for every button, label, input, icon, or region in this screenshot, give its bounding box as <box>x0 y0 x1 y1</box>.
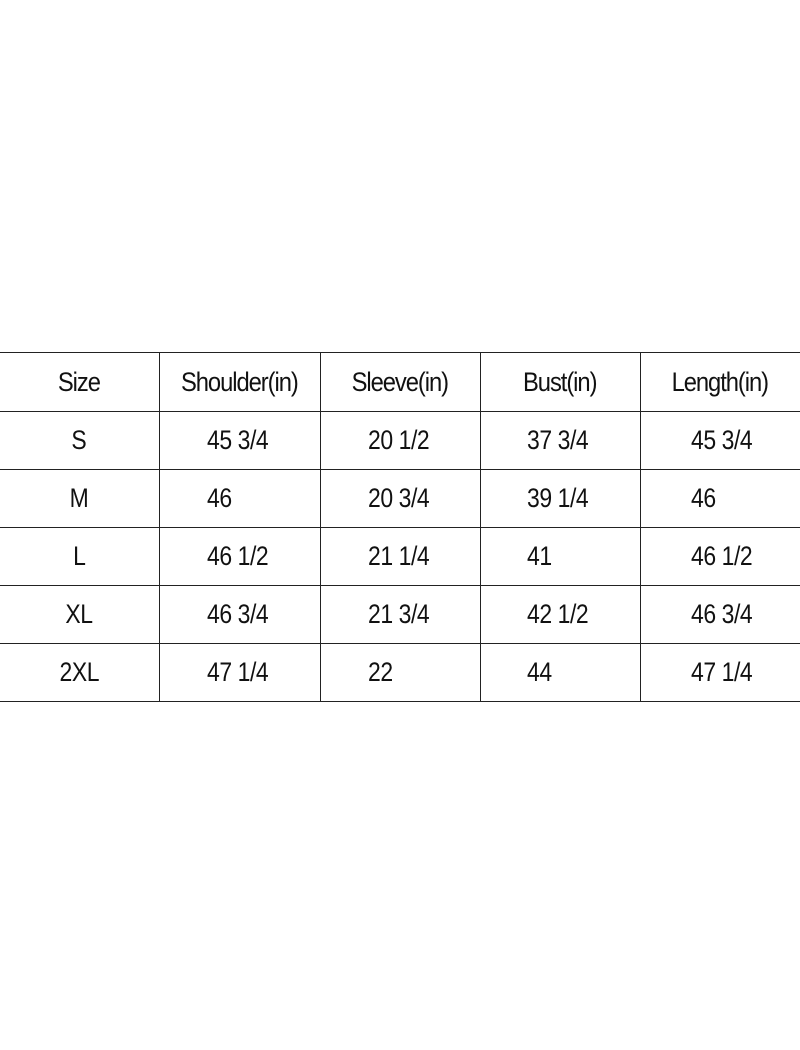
header-length-label: Length(in) <box>672 366 769 397</box>
length-cell <box>640 586 800 644</box>
length-value: 45 3/4 <box>690 425 752 455</box>
header-size-label: Size <box>58 366 101 397</box>
size-label: L <box>73 541 86 571</box>
shoulder-value: 47 1/4 <box>206 657 268 687</box>
shoulder-value: 46 1/2 <box>206 541 268 571</box>
bust-cell <box>480 644 640 702</box>
shoulder-cell <box>159 528 320 586</box>
length-cell <box>640 644 800 702</box>
size-cell <box>0 644 159 702</box>
bust-value: 39 1/4 <box>526 483 588 513</box>
sleeve-cell <box>320 586 480 644</box>
header-bust <box>480 353 640 412</box>
bust-cell <box>480 470 640 528</box>
header-sleeve <box>320 353 480 412</box>
sleeve-value: 20 3/4 <box>367 483 429 513</box>
shoulder-cell <box>159 586 320 644</box>
size-chart-table <box>0 352 800 702</box>
size-cell <box>0 586 159 644</box>
shoulder-value: 46 3/4 <box>206 599 268 629</box>
header-length <box>640 353 800 412</box>
length-value: 46 1/2 <box>690 541 752 571</box>
bust-cell <box>480 412 640 470</box>
size-label: XL <box>65 599 93 629</box>
header-bust-label: Bust(in) <box>523 366 597 397</box>
table-row <box>0 412 800 470</box>
length-cell <box>640 470 800 528</box>
sleeve-value: 21 3/4 <box>367 599 429 629</box>
header-sleeve-label: Sleeve(in) <box>351 366 449 397</box>
shoulder-value: 45 3/4 <box>206 425 268 455</box>
header-size <box>0 353 159 412</box>
size-cell <box>0 470 159 528</box>
bust-value: 37 3/4 <box>526 425 588 455</box>
length-value: 47 1/4 <box>690 657 752 687</box>
table-row <box>0 528 800 586</box>
sleeve-cell <box>320 412 480 470</box>
sleeve-cell <box>320 470 480 528</box>
sleeve-cell <box>320 644 480 702</box>
size-cell <box>0 528 159 586</box>
bust-cell <box>480 586 640 644</box>
shoulder-cell <box>159 470 320 528</box>
shoulder-cell <box>159 644 320 702</box>
sleeve-value: 20 1/2 <box>367 425 429 455</box>
sleeve-value: 21 1/4 <box>367 541 429 571</box>
table-row <box>0 470 800 528</box>
size-cell <box>0 412 159 470</box>
shoulder-cell <box>159 412 320 470</box>
size-label: M <box>69 483 89 513</box>
shoulder-value: 46 <box>206 483 232 513</box>
length-cell <box>640 412 800 470</box>
length-value: 46 3/4 <box>690 599 752 629</box>
length-cell <box>640 528 800 586</box>
header-row <box>0 353 800 412</box>
header-shoulder-label: Shoulder(in) <box>181 366 298 397</box>
bust-value: 41 <box>526 541 552 571</box>
sleeve-cell <box>320 528 480 586</box>
bust-value: 42 1/2 <box>526 599 588 629</box>
length-value: 46 <box>690 483 716 513</box>
table-row <box>0 586 800 644</box>
bust-cell <box>480 528 640 586</box>
size-label: S <box>71 425 87 455</box>
table-row <box>0 644 800 702</box>
sleeve-value: 22 <box>367 657 393 687</box>
header-shoulder <box>159 353 320 412</box>
bust-value: 44 <box>526 657 552 687</box>
size-label: 2XL <box>59 657 100 687</box>
